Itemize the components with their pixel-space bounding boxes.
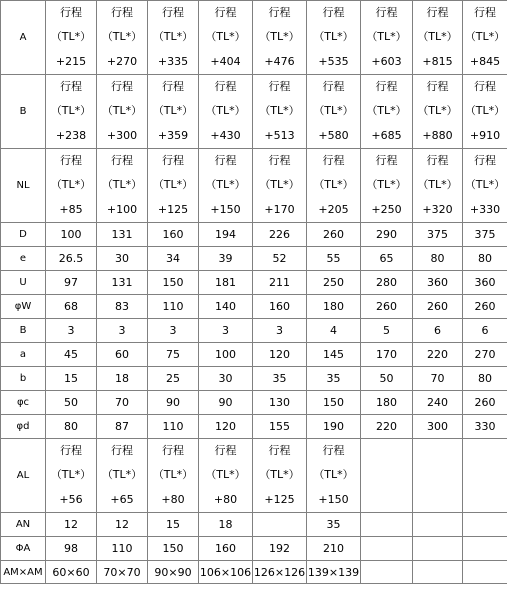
table-cell: 240 xyxy=(413,391,463,415)
unit-label: （TL*） xyxy=(313,104,354,118)
row-label: U xyxy=(1,271,46,295)
unit-label: （TL*） xyxy=(313,468,354,482)
unit-label: （TL*） xyxy=(152,30,194,44)
table-cell: 70 xyxy=(97,391,148,415)
cell-value: +80 xyxy=(213,492,238,506)
table-cell: 260 xyxy=(463,295,507,319)
table-cell: 160 xyxy=(253,295,307,319)
table-row xyxy=(1,367,507,391)
unit-label: （TL*） xyxy=(101,104,143,118)
stroke-label: 行程 xyxy=(214,154,237,168)
stroke-label: 行程 xyxy=(162,154,184,168)
table-cell: 90 xyxy=(199,391,253,415)
table-cell: 87 xyxy=(97,415,148,439)
table-cell: 260 xyxy=(463,391,507,415)
cell-value: +100 xyxy=(106,202,138,216)
row-label: B xyxy=(1,75,46,149)
table-cell xyxy=(413,1,463,75)
table-cell: 181 xyxy=(199,271,253,295)
table-cell xyxy=(199,1,253,75)
table-cell: 90×90 xyxy=(148,561,199,584)
cell-value: +580 xyxy=(318,128,349,142)
table-cell: 360 xyxy=(463,271,507,295)
unit-label: （TL*） xyxy=(152,104,194,118)
stroke-label: 行程 xyxy=(474,154,496,168)
cell-value: +150 xyxy=(318,492,349,506)
row-label: φd xyxy=(1,415,46,439)
table-cell xyxy=(413,513,463,537)
table-cell: 160 xyxy=(199,537,253,561)
cell-value: +205 xyxy=(318,202,349,216)
table-cell: 131 xyxy=(97,223,148,247)
unit-label: （TL*） xyxy=(366,30,407,44)
unit-label: （TL*） xyxy=(101,468,143,482)
table-row xyxy=(1,247,507,271)
table-cell xyxy=(463,149,507,223)
table-cell: 211 xyxy=(253,271,307,295)
table-cell xyxy=(361,149,413,223)
table-cell: 80 xyxy=(463,247,507,271)
row-label: φW xyxy=(1,295,46,319)
table-cell xyxy=(199,439,253,513)
row-label: NL xyxy=(1,149,46,223)
table-cell: 26.5 xyxy=(46,247,97,271)
table-cell xyxy=(307,439,361,513)
stroke-label: 行程 xyxy=(426,80,449,94)
table-cell: 290 xyxy=(361,223,413,247)
table-cell xyxy=(307,149,361,223)
table-cell: 45 xyxy=(46,343,97,367)
table-cell: 18 xyxy=(97,367,148,391)
unit-label: （TL*） xyxy=(259,468,300,482)
row-label: ΦA xyxy=(1,537,46,561)
cell-value: +880 xyxy=(422,128,453,142)
cell-value: +56 xyxy=(59,492,83,506)
row-label: AM×AM xyxy=(1,561,46,584)
table-cell: 4 xyxy=(307,319,361,343)
table-cell: 6 xyxy=(463,319,507,343)
table-cell xyxy=(463,439,507,513)
table-cell: 330 xyxy=(463,415,507,439)
table-cell xyxy=(253,75,307,149)
table-cell: 50 xyxy=(361,367,413,391)
unit-label: （TL*） xyxy=(205,178,246,192)
table-cell: 50 xyxy=(46,391,97,415)
table-cell: 220 xyxy=(413,343,463,367)
table-cell xyxy=(46,1,97,75)
table-cell: 34 xyxy=(148,247,199,271)
table-cell xyxy=(253,1,307,75)
stroke-label: 行程 xyxy=(268,6,291,20)
table-cell: 15 xyxy=(46,367,97,391)
table-row xyxy=(1,537,507,561)
row-label: D xyxy=(1,223,46,247)
table-cell: 220 xyxy=(361,415,413,439)
table-cell xyxy=(46,149,97,223)
table-cell: 280 xyxy=(361,271,413,295)
table-row xyxy=(1,561,507,584)
cell-value: +150 xyxy=(210,202,241,216)
cell-value: +335 xyxy=(157,54,189,68)
table-cell: 80 xyxy=(463,367,507,391)
table-cell xyxy=(97,1,148,75)
unit-label: （TL*） xyxy=(205,468,246,482)
unit-label: （TL*） xyxy=(259,178,300,192)
stroke-label: 行程 xyxy=(111,6,133,20)
unit-label: （TL*） xyxy=(417,104,458,118)
table-cell: 150 xyxy=(148,271,199,295)
table-cell xyxy=(413,439,463,513)
table-cell xyxy=(463,1,507,75)
table-cell xyxy=(413,537,463,561)
table-cell: 35 xyxy=(307,513,361,537)
cell-value: +910 xyxy=(469,128,501,142)
stroke-label: 行程 xyxy=(111,80,133,94)
table-cell: 260 xyxy=(413,295,463,319)
cell-value: +125 xyxy=(264,492,295,506)
cell-value: +125 xyxy=(157,202,189,216)
table-cell: 190 xyxy=(307,415,361,439)
row-label: AN xyxy=(1,513,46,537)
table-cell: 270 xyxy=(463,343,507,367)
unit-label: （TL*） xyxy=(205,30,246,44)
cell-value: +430 xyxy=(210,128,241,142)
table-cell: 18 xyxy=(199,513,253,537)
table-cell: 97 xyxy=(46,271,97,295)
stroke-label: 行程 xyxy=(162,80,184,94)
unit-label: （TL*） xyxy=(417,30,458,44)
table-cell: 80 xyxy=(46,415,97,439)
table-cell: 110 xyxy=(148,415,199,439)
cell-value: +80 xyxy=(161,492,185,506)
stroke-label: 行程 xyxy=(375,154,398,168)
table-cell: 70×70 xyxy=(97,561,148,584)
cell-value: +535 xyxy=(318,54,349,68)
table-cell: 25 xyxy=(148,367,199,391)
table-cell: 375 xyxy=(413,223,463,247)
unit-label: （TL*） xyxy=(464,30,506,44)
row-label: φc xyxy=(1,391,46,415)
table-cell: 3 xyxy=(253,319,307,343)
table-row xyxy=(1,223,507,247)
stroke-label: 行程 xyxy=(426,6,449,20)
unit-label: （TL*） xyxy=(152,468,194,482)
unit-label: （TL*） xyxy=(366,104,407,118)
unit-label: （TL*） xyxy=(50,104,92,118)
row-label: A xyxy=(1,1,46,75)
table-cell xyxy=(463,513,507,537)
table-cell: 155 xyxy=(253,415,307,439)
unit-label: （TL*） xyxy=(417,178,458,192)
table-row xyxy=(1,391,507,415)
table-cell xyxy=(361,561,413,584)
stroke-label: 行程 xyxy=(214,6,237,20)
row-label: e xyxy=(1,247,46,271)
table-cell xyxy=(97,149,148,223)
stroke-label: 行程 xyxy=(268,444,291,458)
stroke-label: 行程 xyxy=(111,154,133,168)
table-cell: 30 xyxy=(199,367,253,391)
table-cell: 68 xyxy=(46,295,97,319)
table-cell: 39 xyxy=(199,247,253,271)
table-cell: 100 xyxy=(199,343,253,367)
table-cell xyxy=(307,75,361,149)
table-cell: 60×60 xyxy=(46,561,97,584)
table-cell: 15 xyxy=(148,513,199,537)
table-cell: 180 xyxy=(307,295,361,319)
table-cell: 3 xyxy=(46,319,97,343)
unit-label: （TL*） xyxy=(101,178,143,192)
table-cell xyxy=(463,561,507,584)
table-cell: 180 xyxy=(361,391,413,415)
table-cell xyxy=(413,75,463,149)
table-cell xyxy=(148,75,199,149)
table-cell xyxy=(307,1,361,75)
cell-value: +250 xyxy=(371,202,402,216)
table-row xyxy=(1,295,507,319)
cell-value: +513 xyxy=(264,128,295,142)
table-cell xyxy=(46,439,97,513)
table-cell: 160 xyxy=(148,223,199,247)
table-cell: 30 xyxy=(97,247,148,271)
table-cell xyxy=(253,513,307,537)
cell-value: +330 xyxy=(469,202,501,216)
table-cell: 6 xyxy=(413,319,463,343)
cell-value: +238 xyxy=(55,128,87,142)
table-cell xyxy=(413,561,463,584)
stroke-label: 行程 xyxy=(474,6,496,20)
table-cell: 140 xyxy=(199,295,253,319)
table-cell: 131 xyxy=(97,271,148,295)
unit-label: （TL*） xyxy=(101,30,143,44)
table-cell xyxy=(46,75,97,149)
cell-value: +845 xyxy=(469,54,501,68)
stroke-label: 行程 xyxy=(214,444,237,458)
table-cell: 35 xyxy=(307,367,361,391)
table-cell: 3 xyxy=(97,319,148,343)
table-row xyxy=(1,319,507,343)
table-cell: 300 xyxy=(413,415,463,439)
table-cell: 12 xyxy=(46,513,97,537)
table-cell xyxy=(361,75,413,149)
stroke-label: 行程 xyxy=(162,444,184,458)
table-cell xyxy=(463,537,507,561)
cell-value: +404 xyxy=(210,54,241,68)
row-label: AL xyxy=(1,439,46,513)
table-cell: 100 xyxy=(46,223,97,247)
table-cell: 83 xyxy=(97,295,148,319)
table-cell xyxy=(463,75,507,149)
table-cell: 75 xyxy=(148,343,199,367)
table-cell: 226 xyxy=(253,223,307,247)
table-cell xyxy=(361,513,413,537)
table-cell xyxy=(148,439,199,513)
unit-label: （TL*） xyxy=(50,178,92,192)
table-cell xyxy=(97,75,148,149)
unit-label: （TL*） xyxy=(50,468,92,482)
table-cell xyxy=(199,75,253,149)
table-cell: 250 xyxy=(307,271,361,295)
table-cell: 98 xyxy=(46,537,97,561)
table-cell: 130 xyxy=(253,391,307,415)
table-row xyxy=(1,513,507,537)
table-row xyxy=(1,75,507,149)
table-cell: 139×139 xyxy=(307,561,361,584)
table-cell: 126×126 xyxy=(253,561,307,584)
cell-value: +359 xyxy=(157,128,189,142)
cell-value: +270 xyxy=(106,54,138,68)
table-cell: 90 xyxy=(148,391,199,415)
cell-value: +815 xyxy=(422,54,453,68)
unit-label: （TL*） xyxy=(50,30,92,44)
table-cell: 60 xyxy=(97,343,148,367)
table-cell xyxy=(361,1,413,75)
table-cell xyxy=(253,439,307,513)
table-cell: 145 xyxy=(307,343,361,367)
stroke-label: 行程 xyxy=(60,444,82,458)
table-cell: 360 xyxy=(413,271,463,295)
table-cell: 260 xyxy=(361,295,413,319)
table-body xyxy=(1,1,507,584)
table-cell: 3 xyxy=(148,319,199,343)
table-row xyxy=(1,271,507,295)
unit-label: （TL*） xyxy=(205,104,246,118)
table-cell xyxy=(413,149,463,223)
stroke-label: 行程 xyxy=(214,80,237,94)
stroke-label: 行程 xyxy=(474,80,496,94)
unit-label: （TL*） xyxy=(464,104,506,118)
table-cell: 120 xyxy=(199,415,253,439)
stroke-label: 行程 xyxy=(426,154,449,168)
stroke-label: 行程 xyxy=(375,80,398,94)
table-row xyxy=(1,439,507,513)
cell-value: +476 xyxy=(264,54,295,68)
table-cell xyxy=(361,439,413,513)
table-cell: 110 xyxy=(97,537,148,561)
cell-value: +300 xyxy=(106,128,138,142)
cell-value: +215 xyxy=(55,54,87,68)
table-cell: 170 xyxy=(361,343,413,367)
cell-value: +170 xyxy=(264,202,295,216)
table-cell xyxy=(148,1,199,75)
cell-value: +320 xyxy=(422,202,453,216)
row-label: b xyxy=(1,367,46,391)
unit-label: （TL*） xyxy=(152,178,194,192)
stroke-label: 行程 xyxy=(322,444,345,458)
table-cell: 260 xyxy=(307,223,361,247)
unit-label: （TL*） xyxy=(464,178,506,192)
table-cell: 150 xyxy=(148,537,199,561)
table-cell: 65 xyxy=(361,247,413,271)
table-cell: 12 xyxy=(97,513,148,537)
table-cell xyxy=(199,149,253,223)
table-cell: 106×106 xyxy=(199,561,253,584)
cell-value: +85 xyxy=(59,202,83,216)
table-row xyxy=(1,343,507,367)
table-cell xyxy=(361,537,413,561)
stroke-label: 行程 xyxy=(60,154,82,168)
unit-label: （TL*） xyxy=(259,30,300,44)
cell-value: +603 xyxy=(371,54,402,68)
stroke-label: 行程 xyxy=(322,80,345,94)
stroke-label: 行程 xyxy=(60,80,82,94)
stroke-label: 行程 xyxy=(162,6,184,20)
stroke-label: 行程 xyxy=(268,80,291,94)
table-row xyxy=(1,415,507,439)
cell-value: +685 xyxy=(371,128,402,142)
row-label: a xyxy=(1,343,46,367)
table-cell xyxy=(253,149,307,223)
table-cell: 210 xyxy=(307,537,361,561)
unit-label: （TL*） xyxy=(313,178,354,192)
row-label: B xyxy=(1,319,46,343)
table-cell: 375 xyxy=(463,223,507,247)
stroke-label: 行程 xyxy=(60,6,82,20)
stroke-label: 行程 xyxy=(322,6,345,20)
stroke-label: 行程 xyxy=(322,154,345,168)
cell-value: +65 xyxy=(110,492,134,506)
table-cell: 192 xyxy=(253,537,307,561)
table-cell: 52 xyxy=(253,247,307,271)
table-cell: 5 xyxy=(361,319,413,343)
table-cell: 110 xyxy=(148,295,199,319)
table-cell: 80 xyxy=(413,247,463,271)
table-cell: 150 xyxy=(307,391,361,415)
table-cell: 3 xyxy=(199,319,253,343)
table-cell: 120 xyxy=(253,343,307,367)
table-cell: 194 xyxy=(199,223,253,247)
table-row xyxy=(1,149,507,223)
unit-label: （TL*） xyxy=(313,30,354,44)
unit-label: （TL*） xyxy=(259,104,300,118)
stroke-label: 行程 xyxy=(111,444,133,458)
table-cell: 35 xyxy=(253,367,307,391)
table-cell: 55 xyxy=(307,247,361,271)
stroke-label: 行程 xyxy=(375,6,398,20)
stroke-label: 行程 xyxy=(268,154,291,168)
table-cell xyxy=(148,149,199,223)
unit-label: （TL*） xyxy=(366,178,407,192)
table-cell xyxy=(97,439,148,513)
table-row xyxy=(1,1,507,75)
table-cell: 70 xyxy=(413,367,463,391)
